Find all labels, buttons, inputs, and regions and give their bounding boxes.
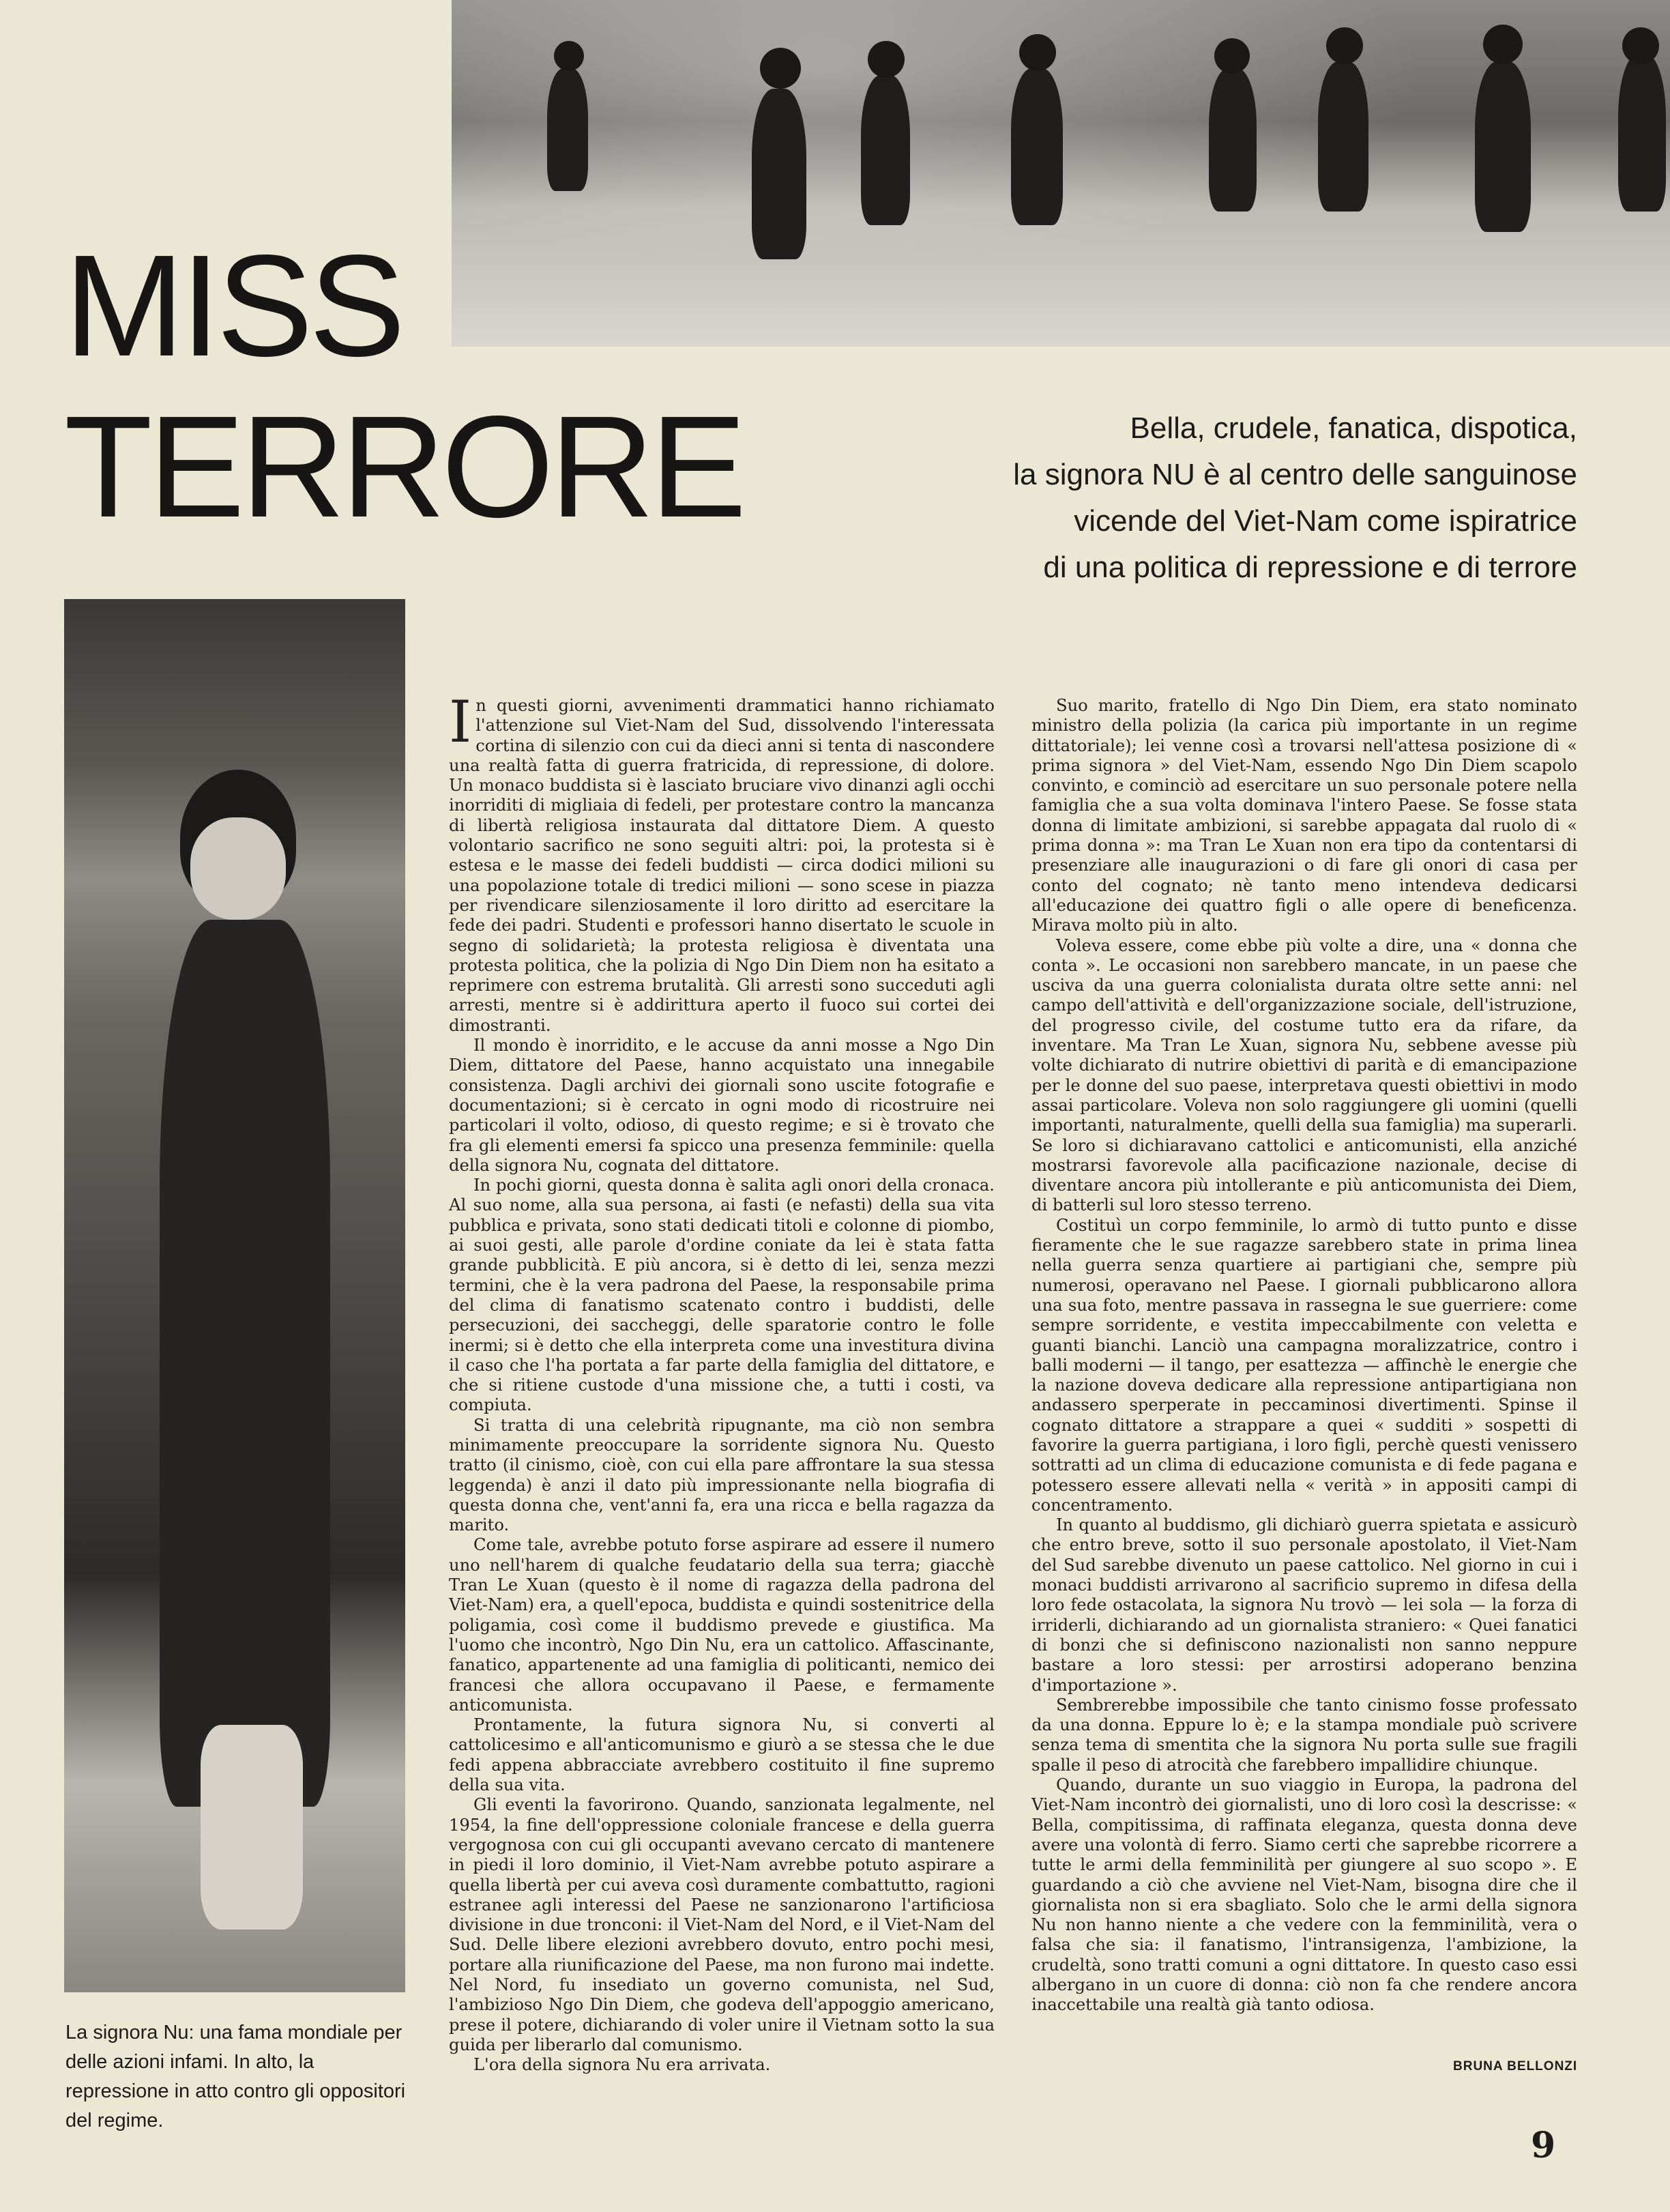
deck — [793, 405, 1577, 591]
paragraph: Quando, durante un suo viaggio in Europa, la padrona del Viet-Nam incontrò dei giornalisti, uno di loro così la descrisse: « Bella, compitissima, di raffinata eleganza, questa donna deve avere una volontà di ferro. Siamo certi che saprebbe ricorrere a tutte le armi della femminilità per giungere al suo scopo ». E guardando a ciò che avviene nel Viet-Nam, bisogna dire che il giornalista non si era sbagliato. Solo che le armi della signora Nu non hanno niente a che vedere con la femminilità, vera o falsa che sia: il fanatismo, l'intransigenza, l'ambizione, la crudeltà, sono tratti comuni a ogni dittatore. In questo caso essi albergano in un cuore di donna: ciò non fa che rendere ancora inaccettabile una realtà già tanto odiosa. — [1031, 1775, 1577, 2015]
headline-line-1: MISS — [64, 224, 402, 386]
deck-line-2: la signora NU è al centro delle sanguinose — [1013, 458, 1577, 491]
deck-line-3: vicende del Viet-Nam come ispiratrice — [1074, 504, 1577, 538]
paragraph: L'ora della signora Nu era arrivata. — [473, 2055, 771, 2075]
drop-cap: I — [449, 688, 472, 755]
paragraph: Sembrerebbe impossibile che tanto cinismo fosse professato da una donna. Eppure lo è; e la stampa mondiale può scrivere senza tema di smentita che la signora Nu porta sulle sue fragili spalle il peso di atrocità che farebbero impallidire chiunque. — [1031, 1695, 1577, 1775]
paragraph: In pochi giorni, questa donna è salita agli onori della cronaca. Al suo nome, alla sua persona, ai fasti (e nefasti) della sua vita pubblica e privata, sono stati dedicati titoli e colonne di piombo, ai suoi gesti, alle parole d'ordine coniate da lei è stata fatta grande pubblicità. E più ancora, si è detto di lei, senza mezzi termini, che è la vera padrona del Paese, la responsabile prima del clima di fanatismo scatenato contro i buddisti, delle persecuzioni, dei saccheggi, delle sparatorie contro le folle inermi; si è detto che ella interpreta come una investitura divina il caso che l'ha portata a far parte della famiglia del dittatore, e che si ritiene custode d'una missione che, a tutti i costi, va compiuta. — [449, 1176, 995, 1415]
paragraph: Suo marito, fratello di Ngo Din Diem, era stato nominato ministro della polizia (la carica più importante in un regime dittatoriale); lei venne così a trovarsi nell'attesa posizione di « prima signora » del Viet-Nam, essendo Ngo Din Diem scapolo convinto, e cominciò ad esercitare un suo personale potere nella famiglia che a sua volta dominava l'intero Paese. Se fosse stata donna di limitate ambizioni, si sarebbe appagata dal ruolo di « prima donna »: ma Tran Le Xuan non era tipo da contentarsi di presenziare alle inaugurazioni o di fare gli onori di casa per conto del cognato; nè tanto meno intendeva dedicarsi all'educazione dei quattro figli o alle opere di beneficenza. Mirava molto più in alto. — [1031, 696, 1577, 935]
paragraph: Il mondo è inorridito, e le accuse da anni mosse a Ngo Din Diem, dittatore del Paese, hanno acquistato una innegabile consistenza. Dagli archivi dei giornali sono uscite fotografie e documentazioni; si è cercato in ogni modo di ricostruire nei particolari il volto, odioso, di questo regime; e si è trovato che fra gli elementi emersi fa spicco una presenza femminile: quella della signora Nu, cognata del dittatore. — [449, 1036, 995, 1175]
paragraph: Prontamente, la futura signora Nu, si converti al cattolicesimo e all'anticomunismo e giurò a se stessa che le due fedi appena abbracciate avrebbero costituito il fine supremo della sua vita. — [449, 1715, 995, 1795]
article-column-1 — [449, 688, 995, 2075]
article-column-2 — [1031, 696, 1577, 2015]
deck-line-1: Bella, crudele, fanatica, dispotica, — [1130, 411, 1577, 445]
author-signature: BRUNA BELLONZI — [1453, 2059, 1578, 2073]
paragraph: Gli eventi la favorirono. Quando, sanzionata legalmente, nel 1954, la fine dell'oppressione coloniale francese e della guerra vergognosa con cui gli occupanti avevano cercato di mantenere in piedi il loro dominio, il Viet-Nam avrebbe potuto aspirare a quella libertà per cui aveva così duramente combattutto, ragioni estranee agli interessi del Paese ne sanzionarono l'artificiosa divisione in due tronconi: il Viet-Nam del Nord, e il Viet-Nam del Sud. Delle libere elezioni avrebbero dovuto, entro pochi mesi, portare alla riunificazione del Paese, ma non furono mai indette. Nel Nord, fu insediato un governo comunista, nel Sud, l'ambizioso Ngo Din Diem, che godeva dell'appoggio americano, prese il potere, dichiarando di voler unire il Vietnam sotto la sua guida per liberarlo dal comunismo. — [449, 1795, 995, 2054]
headline-line-2: TERRORE — [64, 385, 743, 547]
photo-caption: La signora Nu: una fama mondiale per delle azioni infami. In alto, la repressione in atto contro gli oppositori del regime. — [65, 2022, 406, 2131]
paragraph: Come tale, avrebbe potuto forse aspirare ad essere il numero uno nell'harem di qualche feudatario della sua terra; giacchè Tran Le Xuan (questo è il nome di ragazza della padrona del Viet-Nam) era, a quell'epoca, buddista e quindi sostenitrice della poligamia, così come il buddismo prevede e giustifica. Ma l'uomo che incontrò, Ngo Din Nu, era un cattolico. Affascinante, fanatico, appartenente ad una famiglia di politicanti, nemico dei francesi che allora occupavano il Paese, e fermamente anticomunista. — [449, 1535, 995, 1715]
paragraph: Costituì un corpo femminile, lo armò di tutto punto e disse fieramente che le sue ragazze sarebbero state in prima linea nella guerra senza quartiere ai partigiani che, sempre più numerosi, operavano nel Paese. I giornali pubblicarono allora una sua foto, mentre passava in rassegna le sue guerriere: come sempre sorridente, e vestita impeccabilmente con veletta e guanti bianchi. Lanciò una campagna moralizzatrice, contro i balli moderni — il tango, per esattezza — affinchè le energie che la nazione doveva dedicare alla repressione antipartigiana non andassero sperperate in peccaminosi divertimenti. Spinse il cognato dittatore a strappare a quei « sudditi » sospetti di favorire la guerra partigiana, i loro figli, perchè questi venissero sottratti ad un clima di educazione comunista e di fede pagana e potessero essere allevati nella « verità » in appositi campi di concentramento. — [1031, 1215, 1577, 1515]
headline — [64, 224, 743, 547]
page-number: 9 — [1531, 2125, 1556, 2166]
paragraph: Si tratta di una celebrità ripugnante, ma ciò non sembra minimamente preoccupare la sorridente signora Nu. Questo tratto (il cinismo, cioè, con cui ella pare affrontare la sua stessa leggenda) è anzi il dato più impressionante nella biografia di questa donna che, vent'anni fa, era una ricca e bella ragazza da marito. — [449, 1415, 995, 1535]
portrait-photo — [64, 599, 405, 1992]
paragraph: In questi giorni, avvenimenti drammatici hanno richiamato l'attenzione sul Viet-Nam del Sud, dissolvendo l'interessata cortina di silenzio con cui da dieci anni si tenta di nascondere una realtà fatta di guerra fratricida, di repressione, di dolore. Un monaco buddista si è lasciato bruciare vivo dinanzi agli occhi inorriditi di migliaia di fedeli, per protestare contro la mancanza di libertà religiosa instaurata dal dittatore Diem. A questo volontario sacrifico ne sono seguiti altri: poi, la protesta si è estesa e le masse dei fedeli buddisti — circa dodici milioni su una popolazione totale di tredici milioni — sono scese in piazza per rivendicare silenziosamente il loro diritto ad esercitare la fede dei padri. Studenti e professori hanno disertato le scuole in segno di solidarietà; la protesta religiosa è diventata una protesta politica, che la polizia di Ngo Din Diem non ha esitato a reprimere con estrema brutalità. Gli arresti sono succeduti agli arresti, mentre si è addirittura aperto il fuoco sui cortei dei dimostranti. — [449, 688, 995, 1035]
paragraph: In quanto al buddismo, gli dichiarò guerra spietata e assicurò che entro breve, sotto il suo personale apostolato, il Viet-Nam del Sud sarebbe divenuto un paese cattolico. Nel giorno in cui i monaci buddisti arrivarono al sacrificio supremo in difesa della loro fede ostacolata, la signora Nu trovò — lei sola — la forza di irriderli, dichiarando ad un giornalista straniero: « Quei fanatici di bonzi che si definiscono nazionalisti non sanno neppure bastare a loro stessi: per arrostirsi adoperano benzina d'importazione ». — [1031, 1515, 1577, 1695]
paragraph: Voleva essere, come ebbe più volte a dire, una « donna che conta ». Le occasioni non sarebbero mancate, in un paese che usciva da una guerra colonialista durata oltre sette anni: nel campo dell'attività e dell'organizzazione sociale, dell'istruzione, del progresso civile, del costume tutto era da rifare, da inventare. Ma Tran Le Xuan, signora Nu, sebbene avesse più volte dichiarato di nutrire obiettivi di parità e di emancipazione per le donne del suo paese, interpretava questi obiettivi in modo assai particolare. Voleva non solo raggiungere gli uomini (quelli importanti, naturalmente, quelli della sua famiglia) ma superarli. Se loro si dichiaravano cattolici e anticomunisti, ella anziché mostrarsi favorevole alla pacificazione nazionale, decise di diventare ancora più intollerante e più anticomunista dei Diem, di batterli sul loro stesso terreno. — [1031, 935, 1577, 1215]
deck-line-4: di una politica di repressione e di terrore — [1043, 551, 1577, 584]
